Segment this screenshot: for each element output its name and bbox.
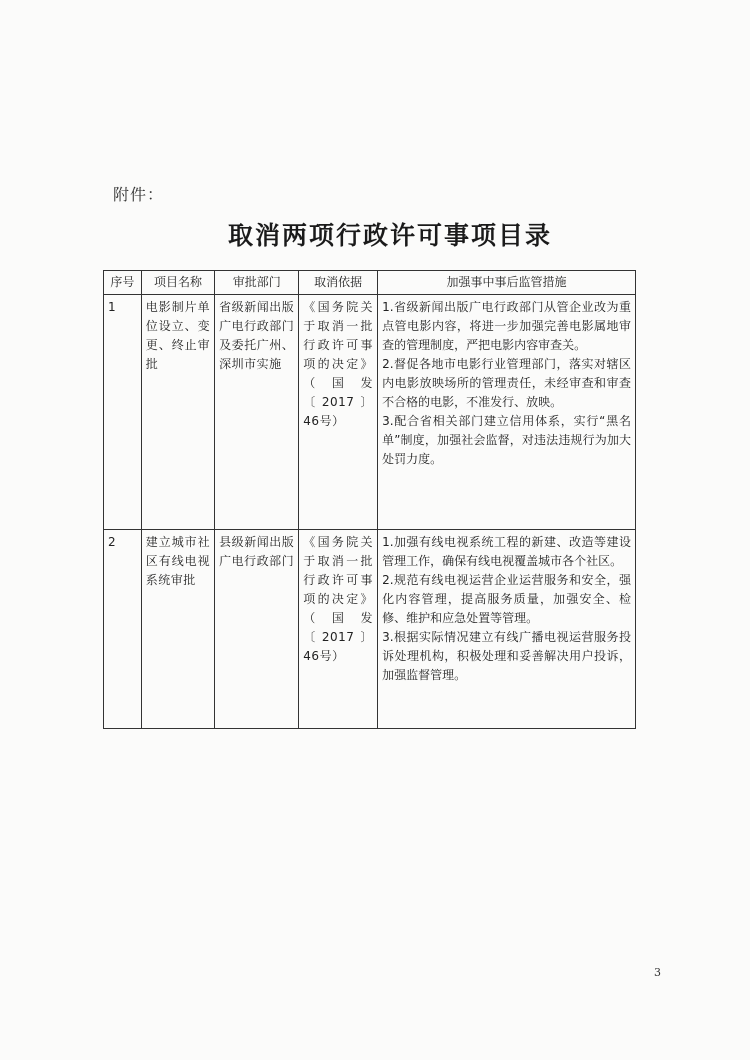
cell-no: 1 [104, 295, 142, 530]
catalog-table [103, 270, 636, 729]
table-row [104, 295, 636, 530]
cell-item: 建立城市社区有线电视系统审批 [141, 530, 214, 729]
measure-item: 3.配合省相关部门建立信用体系，实行“黑名单”制度，加强社会监督，对违法违规行为加大处罚力度。 [382, 414, 631, 466]
cell-measures [378, 295, 636, 530]
measure-item: 1.省级新闻出版广电行政部门从管企业改为重点管电影内容，将进一步加强完善电影属地审查的管理制度，严把电影内容审查关。 [382, 300, 631, 352]
table-row [104, 530, 636, 729]
attachment-label: 附件： [113, 185, 165, 204]
header-no: 序号 [104, 271, 142, 295]
cell-department: 县级新闻出版广电行政部门 [215, 530, 299, 729]
table-header-row [104, 271, 636, 295]
header-measures: 加强事中事后监管措施 [378, 271, 636, 295]
measure-item: 2.规范有线电视运营企业运营服务和安全，强化内容管理，提高服务质量，加强安全、检修、维护和应急处置等管理。 [382, 573, 631, 625]
header-department: 审批部门 [215, 271, 299, 295]
header-item: 项目名称 [141, 271, 214, 295]
document-title: 取消两项行政许可事项目录 [227, 221, 552, 250]
cell-item: 电影制片单位设立、变更、终止审批 [141, 295, 214, 530]
measure-item: 2.督促各地市电影行业管理部门，落实对辖区内电影放映场所的管理责任，未经审查和审查不合格的电影，不准发行、放映。 [382, 357, 631, 409]
page-number: 3 [654, 966, 661, 979]
header-basis: 取消依据 [299, 271, 378, 295]
cell-no: 2 [104, 530, 142, 729]
cell-basis: 《国务院关于取消一批行政许可事项的决定》（国发〔2017〕46号） [299, 530, 378, 729]
measure-item: 1.加强有线电视系统工程的新建、改造等建设管理工作，确保有线电视覆盖城市各个社区。 [382, 535, 631, 568]
cell-measures [378, 530, 636, 729]
cell-basis: 《国务院关于取消一批行政许可事项的决定》（国发〔2017〕46号） [299, 295, 378, 530]
cell-department: 省级新闻出版广电行政部门及委托广州、深圳市实施 [215, 295, 299, 530]
measure-item: 3.根据实际情况建立有线广播电视运营服务投诉处理机构，积极处理和妥善解决用户投诉，加强监督管理。 [382, 630, 631, 682]
